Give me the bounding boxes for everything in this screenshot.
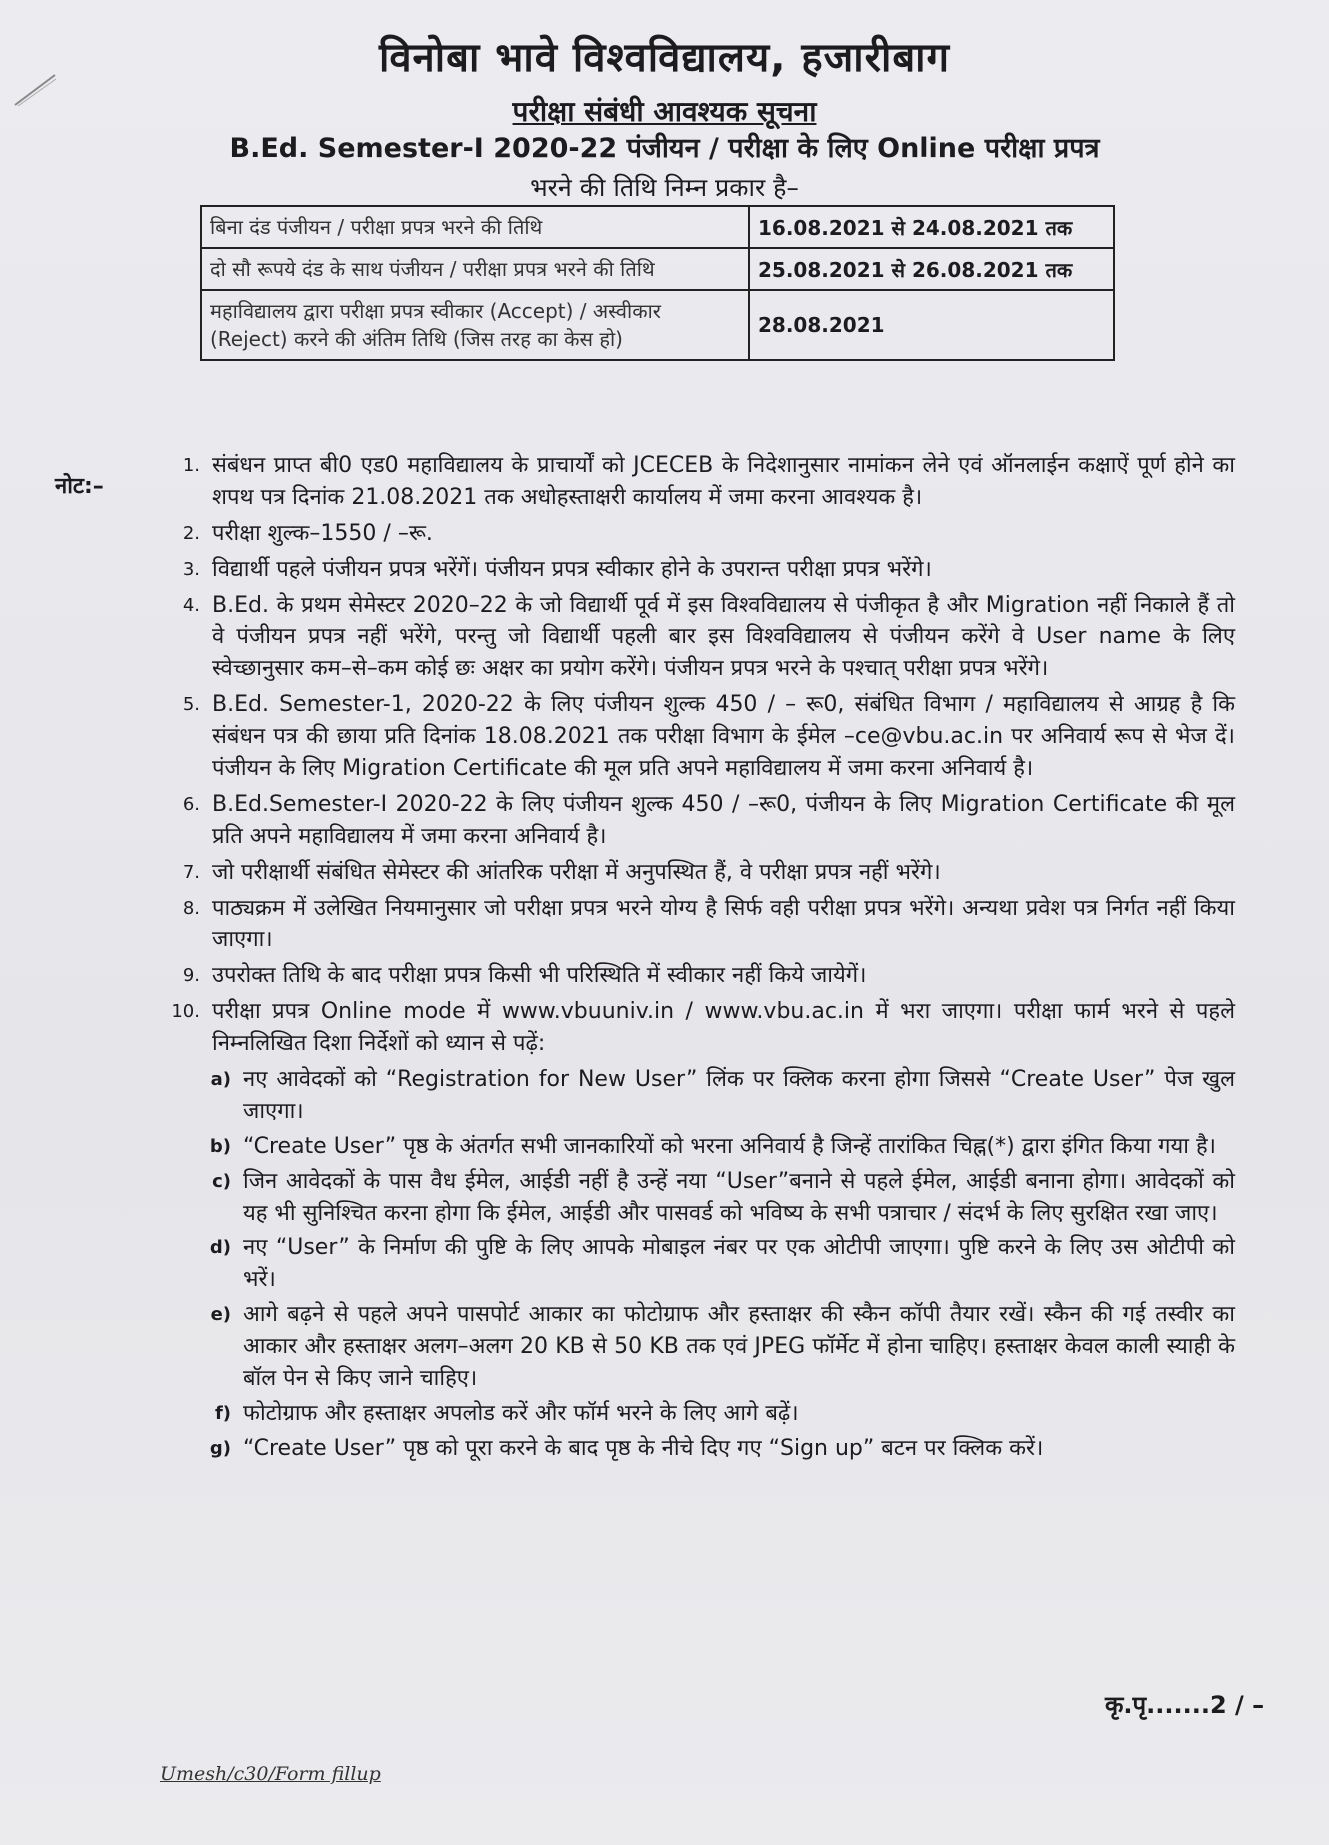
sub-item bbox=[195, 1166, 1235, 1230]
sub-item-text: “Create User” पृष्ठ के अंतर्गत सभी जानकारियों को भरना अनिवार्य है जिन्हें तारांकित चिह्न(*) द्वारा इंगित किया गया है। bbox=[243, 1133, 1217, 1159]
note-item bbox=[155, 590, 1235, 686]
note-number: 4. bbox=[182, 594, 200, 616]
note-text: संबंधन प्राप्त बी0 एड0 महाविद्यालय के प्राचार्यों को JCECEB के निदेशानुसार नामांकन लेने एवं ऑनलाईन कक्षाऐं पूर्ण होने का शपथ पत्र दिनांक 21.08.2021 तक अधोहस्ताक्षरी कार्यालय में जमा करना आवश्यक है। bbox=[212, 453, 1235, 510]
sub-item-text: नए “User” के निर्माण की पुष्टि के लिए आपके मोबाइल नंबर पर एक ओटीपी जाएगा। पुष्टि करने के लिए उस ओटीपी को भरें। bbox=[243, 1235, 1235, 1293]
sub-item-letter: f) bbox=[214, 1402, 231, 1424]
note-text: परीक्षा शुल्क–1550 / –रू. bbox=[212, 520, 433, 546]
note-item bbox=[155, 518, 1235, 550]
notice-subtitle bbox=[0, 92, 1329, 130]
sub-item bbox=[195, 1131, 1235, 1163]
note-item bbox=[155, 450, 1235, 514]
note-number: 6. bbox=[182, 793, 200, 815]
date-table bbox=[200, 205, 1115, 361]
date-value: 16.08.2021 से 24.08.2021 तक bbox=[749, 206, 1114, 248]
sub-item-letter: e) bbox=[210, 1304, 231, 1326]
note-text: विद्यार्थी पहले पंजीयन प्रपत्र भरेंगें। पंजीयन प्रपत्र स्वीकार होने के उपरान्त परीक्षा प्रपत्र भरेंगे। bbox=[212, 556, 932, 582]
footer-reference: Umesh/c30/Form fillup bbox=[160, 1763, 381, 1785]
note-label: नोट:– bbox=[55, 474, 104, 499]
sub-item bbox=[195, 1299, 1235, 1395]
note-text: पाठ्यक्रम में उलेखित नियमानुसार जो परीक्षा प्रपत्र भरने योग्य है सिर्फ वही परीक्षा प्रपत्र भरेंगे। अन्यथा प्रवेश पत्र निर्गत नहीं किया जाएगा। bbox=[212, 895, 1235, 953]
note-item bbox=[155, 893, 1235, 957]
note-item bbox=[155, 554, 1235, 586]
notice-heading-cont: भरने की तिथि निम्न प्रकार है– bbox=[530, 173, 799, 202]
sub-item-text: आगे बढ़ने से पहले अपने पासपोर्ट आकार का फोटोग्राफ और हस्ताक्षर की स्कैन कॉपी तैयार रखें। स्कैन की गई तस्वीर का आकार और हस्ताक्षर अलग–अलग 20 KB से 50 KB तक एवं JPEG फॉर्मेट में होना चाहिए। हस्ताक्षर केवल काली स्याही के बॉल पेन से किए जाने चाहिए। bbox=[243, 1302, 1235, 1392]
date-label: महाविद्यालय द्वारा परीक्षा प्रपत्र स्वीकार (Accept) / अस्वीकार (Reject) करने की अंतिम तिथि (जिस तरह का केस हो) bbox=[201, 290, 749, 360]
note-text: उपरोक्त तिथि के बाद परीक्षा प्रपत्र किसी भी परिस्थिति में स्वीकार नहीं किये जायेगें। bbox=[212, 963, 867, 989]
notice-subtitle-text: परीक्षा संबंधी आवश्यक सूचना bbox=[512, 95, 817, 128]
note-number: 7. bbox=[182, 861, 200, 883]
date-row bbox=[201, 206, 1114, 248]
sub-item-letter: a) bbox=[210, 1069, 231, 1091]
note-number: 5. bbox=[182, 694, 200, 716]
sub-item bbox=[195, 1433, 1235, 1465]
note-number: 2. bbox=[182, 522, 200, 544]
date-value: 28.08.2021 bbox=[749, 290, 1114, 360]
note-item bbox=[155, 996, 1235, 1060]
note-item bbox=[155, 789, 1235, 853]
note-item bbox=[155, 689, 1235, 785]
note-text: जो परीक्षार्थी संबंधित सेमेस्टर की आंतरिक परीक्षा में अनुपस्थित हैं, वे परीक्षा प्रपत्र नहीं भरेंगे। bbox=[212, 859, 941, 885]
note-text: B.Ed. Semester-1, 2020-22 के लिए पंजीयन शुल्क 450 / – रू0, संबंधित विभाग / महाविद्यालय से आग्रह है कि संबंधन पत्र की छाया प्रति दिनांक 18.08.2021 तक परीक्षा विभाग के ईमेल –ce@vbu.ac.in पर अनिवार्य रूप से भेज दें। पंजीयन के लिए Migration Certificate की मूल प्रति अपने महाविद्यालय में जमा करना अनिवार्य है। bbox=[212, 692, 1235, 782]
note-text: परीक्षा प्रपत्र Online mode में www.vbuuniv.in / www.vbu.ac.in में भरा जाएगा। परीक्षा फार्म भरने से पहले निम्नलिखित दिशा निर्देशों को ध्यान से पढ़ें: bbox=[212, 999, 1235, 1057]
sub-item-letter: g) bbox=[209, 1437, 231, 1459]
sub-item-text: “Create User” पृष्ठ को पूरा करने के बाद पृष्ठ के नीचे दिए गए “Sign up” बटन पर क्लिक करें। bbox=[243, 1435, 1044, 1461]
sub-item-letter: c) bbox=[212, 1170, 231, 1192]
date-row bbox=[201, 248, 1114, 290]
note-text: B.Ed.Semester-I 2020-22 के लिए पंजीयन शुल्क 450 / –रू0, पंजीयन के लिए Migration Certificate की मूल प्रति अपने महाविद्यालय में जमा करना अनिवार्य है। bbox=[212, 791, 1235, 849]
note-text: B.Ed. के प्रथम सेमेस्टर 2020–22 के जो विद्यार्थी पूर्व में इस विश्वविद्यालय से पंजीकृत है और Migration नहीं निकाले हैं तो वे पंजीयन प्रपत्र नहीं भरेंगे, परन्तु जो विद्यार्थी पहली बार इस विश्वविद्यालय से पंजीयन करेंगे वे User name के लिए स्वेच्छानुसार कम–से–कम कोई छः अक्षर का प्रयोग करेंगे। पंजीयन प्रपत्र भरने के पश्चात् परीक्षा प्रपत्र भरेंगे। bbox=[212, 592, 1235, 682]
sub-item-letter: b) bbox=[209, 1135, 231, 1157]
sub-item-letter: d) bbox=[209, 1237, 231, 1259]
note-number: 3. bbox=[182, 558, 200, 580]
note-item bbox=[155, 960, 1235, 992]
sub-item-text: फोटोग्राफ और हस्ताक्षर अपलोड करें और फॉर्म भरने के लिए आगे बढ़ें। bbox=[243, 1400, 799, 1426]
sub-item-text: नए आवेदकों को “Registration for New User” लिंक पर क्लिक करना होगा जिससे “Create User” पेज खुल जाएगा। bbox=[243, 1067, 1235, 1124]
note-item bbox=[155, 857, 1235, 889]
sub-item-text: जिन आवेदकों के पास वैध ईमेल, आईडी नहीं है उन्हें नया “User”बनाने से पहले ईमेल, आईडी बनाना होगा। आवेदकों को यह भी सुनिश्चित करना होगा कि ईमेल, आईडी और पासवर्ड को भविष्य के सभी पत्राचार / संदर्भ के लिए सुरक्षित रखा जाए। bbox=[243, 1168, 1235, 1226]
date-value: 25.08.2021 से 26.08.2021 तक bbox=[749, 248, 1114, 290]
continued-marker: कृ.पृ.......2 / – bbox=[1105, 1691, 1265, 1719]
note-number: 8. bbox=[182, 897, 200, 919]
notes-list bbox=[155, 450, 1235, 1468]
note-number: 10. bbox=[171, 1001, 200, 1023]
sub-item bbox=[195, 1398, 1235, 1430]
date-row bbox=[201, 290, 1114, 360]
notice-heading: B.Ed. Semester-I 2020-22 पंजीयन / परीक्षा के लिए Online परीक्षा प्रपत्र bbox=[229, 133, 1100, 164]
note-number: 1. bbox=[182, 455, 200, 476]
date-label: बिना दंड पंजीयन / परीक्षा प्रपत्र भरने की तिथि bbox=[201, 206, 749, 248]
note-number: 9. bbox=[182, 965, 200, 987]
date-label: दो सौ रूपये दंड के साथ पंजीयन / परीक्षा प्रपत्र भरने की तिथि bbox=[201, 248, 749, 290]
university-title: विनोबा भावे विश्वविद्यालय, हजारीबाग bbox=[378, 35, 951, 81]
sub-item bbox=[195, 1064, 1235, 1128]
sub-item bbox=[195, 1232, 1235, 1296]
